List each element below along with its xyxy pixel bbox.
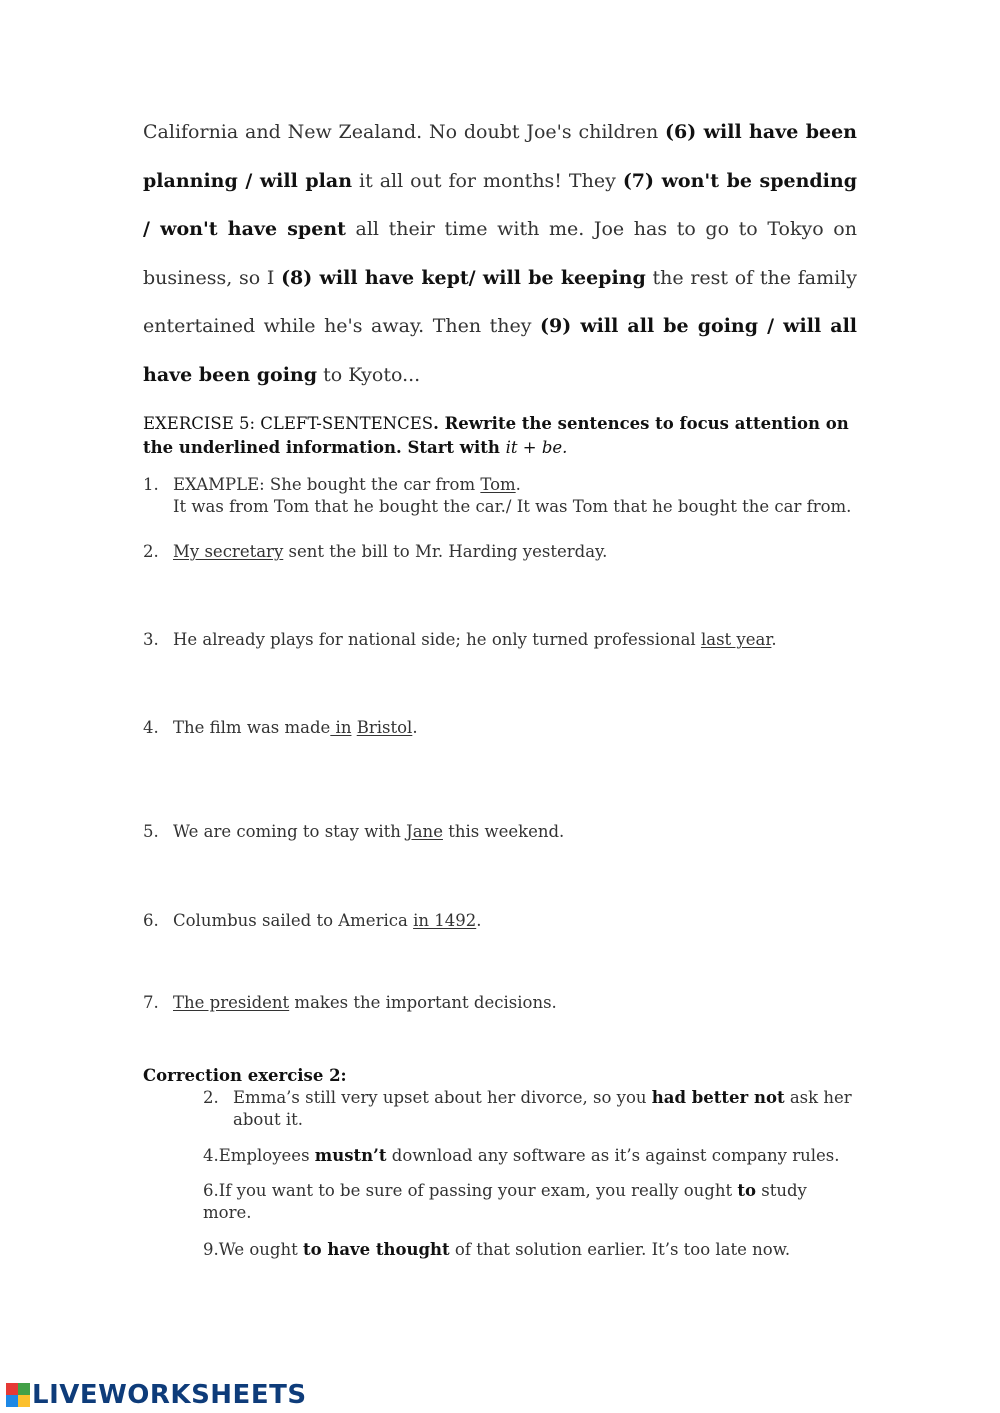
item-text: EXAMPLE: She bought the car from Tom. It was from Tom that he bought the car./ It was Tom that he bought the car from. xyxy=(173,475,852,516)
exercise5-title: EXERCISE 5: CLEFT-SENTENCES xyxy=(143,414,434,433)
para-text-4: the rest of the family entertained while he's away. Then they xyxy=(143,266,858,338)
logo-squares-icon xyxy=(6,1383,30,1407)
answer-6: (6) will have been planning / will plan xyxy=(143,121,857,192)
correction-item: 9.We ought to have thought of that solution earlier. It’s too late now. xyxy=(203,1240,791,1259)
para-text-5: to Kyoto... xyxy=(317,363,421,386)
answer-9: (9) will all be going / will all have been going xyxy=(143,315,858,386)
item-text: He already plays for national side; he only turned professional last year. xyxy=(173,630,777,649)
correction-number: 2. xyxy=(203,1088,219,1107)
para-text-3: all their time with me. Joe has to go to Tokyo on business, so I xyxy=(143,218,857,289)
item-text: The film was made in Bristol. xyxy=(173,718,418,737)
answer-8: (8) will have kept/ will be keeping xyxy=(281,266,646,289)
item-number: 7. xyxy=(143,993,159,1012)
story-paragraph xyxy=(143,108,857,400)
item-text: My secretary sent the bill to Mr. Harding yesterday. xyxy=(173,542,608,561)
underlined-focus: last year xyxy=(700,630,772,649)
item-number: 4. xyxy=(143,718,159,737)
item-number: 1. xyxy=(143,475,159,494)
item-text: Columbus sailed to America in 1492. xyxy=(173,911,482,930)
correction-title: Correction exercise 2: xyxy=(143,1066,347,1085)
item-number: 3. xyxy=(143,630,159,649)
correction-item: 6.If you want to be sure of passing your exam, you really ought to study more. xyxy=(203,1181,807,1222)
correction-number: 6. xyxy=(203,1181,219,1200)
item-number: 5. xyxy=(143,822,159,841)
example-answer: It was from Tom that he bought the car./ It was Tom that he bought the car from. xyxy=(173,497,852,516)
correction-number: 9. xyxy=(203,1240,219,1259)
correction-answer: mustn’t xyxy=(314,1146,387,1165)
underlined-focus: Bristol xyxy=(356,718,413,737)
exercise5-instructions-italic: it + be. xyxy=(505,438,568,457)
correction-answer: to xyxy=(737,1181,756,1200)
correction-text: Emma’s still very upset about her divorce, so you had better not ask her about it. xyxy=(233,1088,852,1129)
correction-number: 4. xyxy=(203,1146,219,1165)
logo-square xyxy=(18,1383,30,1395)
liveworksheets-logo[interactable] xyxy=(6,1380,307,1410)
para-text-2: it all out for months! They xyxy=(352,169,623,192)
correction-answer: had better not xyxy=(651,1088,785,1107)
item-text: The president makes the important decisions. xyxy=(173,993,557,1012)
logo-square xyxy=(6,1383,18,1395)
underlined-focus: in 1492 xyxy=(413,911,477,930)
logo-text: LIVEWORKSHEETS xyxy=(32,1380,307,1410)
logo-square xyxy=(18,1395,30,1407)
answer-7: (7) won't be spending / won't have spent xyxy=(143,169,857,241)
item-text: We are coming to stay with Jane this weekend. xyxy=(173,822,565,841)
correction-answer: to have thought xyxy=(303,1240,450,1259)
underlined-focus: Tom xyxy=(480,475,516,494)
underlined-focus: The president xyxy=(173,993,290,1012)
underlined-focus: in xyxy=(330,718,352,737)
item-number: 6. xyxy=(143,911,159,930)
exercise5-instructions: . Rewrite the sentences to focus attention on the underlined information. Start with xyxy=(143,414,849,457)
correction-item: 4.Employees mustn’t download any software as it’s against company rules. xyxy=(203,1146,840,1165)
underlined-focus: Jane xyxy=(406,822,443,841)
underlined-focus: My secretary xyxy=(173,542,284,561)
item-number: 2. xyxy=(143,542,159,561)
exercise5-heading xyxy=(143,412,863,460)
logo-square xyxy=(6,1395,18,1407)
para-text-1: California and New Zealand. No doubt Joe's children xyxy=(143,121,666,143)
